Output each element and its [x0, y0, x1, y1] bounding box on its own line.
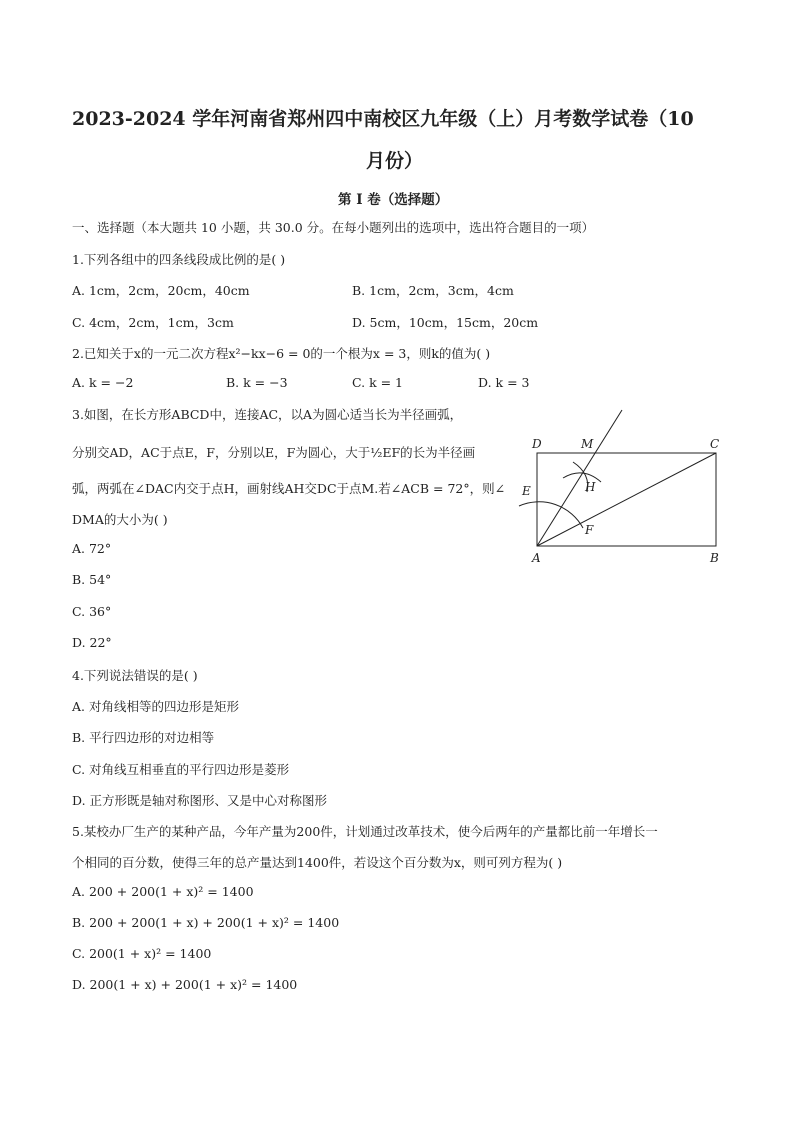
rectangle-construction-figure — [505, 400, 740, 575]
label-d: D — [532, 437, 542, 451]
question-1-option-c[interactable]: C. 4cm，2cm，1cm，3cm — [72, 315, 234, 330]
question-1-option-b[interactable]: B. 1cm，2cm，3cm，4cm — [352, 283, 514, 298]
question-4-option-d[interactable]: D. 正方形既是轴对称图形、又是中心对称图形 — [72, 793, 328, 808]
part-title: 第 I 卷（选择题） — [338, 192, 449, 208]
page-title-line2: 月份） — [366, 150, 424, 172]
question-3-stem-line2: 分别交AD，AC于点E，F，分别以E，F为圆心，大于½EF的长为半径画 — [72, 445, 476, 460]
question-3-stem-line4: DMA的大小为( ) — [72, 512, 168, 527]
question-4-option-b[interactable]: B. 平行四边形的对边相等 — [72, 730, 215, 745]
label-e: E — [522, 484, 531, 498]
question-3-option-a[interactable]: A. 72° — [72, 541, 112, 556]
section-heading: 一、选择题（本大题共 10 小题，共 30.0 分。在每小题列出的选项中，选出符合题目的一项） — [72, 220, 595, 235]
question-5-option-a[interactable]: A. 200 + 200(1 + x)² = 1400 — [72, 884, 254, 899]
page-title-line1: 2023-2024 学年河南省郑州四中南校区九年级（上）月考数学试卷（10 — [72, 108, 694, 130]
question-4-stem: 4.下列说法错误的是( ) — [72, 668, 198, 683]
question-2-option-a[interactable]: A. k = −2 — [72, 375, 134, 390]
question-5-stem-line1: 5.某校办厂生产的某种产品，今年产量为200件，计划通过改革技术，使今后两年的产量都比前一年增长一 — [72, 824, 658, 839]
diagonal-ac — [537, 453, 716, 546]
question-5-option-d[interactable]: D. 200(1 + x) + 200(1 + x)² = 1400 — [72, 977, 298, 992]
question-1-option-d[interactable]: D. 5cm，10cm，15cm，20cm — [352, 315, 539, 330]
label-f: F — [585, 523, 594, 537]
question-2-option-d[interactable]: D. k = 3 — [478, 375, 530, 390]
label-h: H — [585, 480, 596, 494]
label-c: C — [710, 437, 720, 451]
ray-ah — [537, 410, 622, 546]
label-a: A — [532, 551, 541, 565]
question-1-option-a[interactable]: A. 1cm，2cm，20cm，40cm — [72, 283, 250, 298]
question-2-option-b[interactable]: B. k = −3 — [226, 375, 288, 390]
question-3-option-c[interactable]: C. 36° — [72, 604, 112, 619]
question-3-stem-line1: 3.如图，在长方形ABCD中，连接AC，以A为圆心适当长为半径画弧， — [72, 407, 463, 422]
question-4-option-c[interactable]: C. 对角线互相垂直的平行四边形是菱形 — [72, 762, 290, 777]
question-3-option-b[interactable]: B. 54° — [72, 572, 112, 587]
question-5-option-c[interactable]: C. 200(1 + x)² = 1400 — [72, 946, 212, 961]
question-4-option-a[interactable]: A. 对角线相等的四边形是矩形 — [72, 699, 239, 714]
question-3-stem-line3: 弧，两弧在∠DAC内交于点H，画射线AH交DC于点M.若∠ACB = 72°，则∠ — [72, 481, 506, 496]
question-2-stem: 2.已知关于x的一元二次方程x²−kx−6 = 0的一个根为x = 3，则k的值为( ) — [72, 346, 491, 361]
label-b: B — [710, 551, 719, 565]
question-5-stem-line2: 个相同的百分数，使得三年的总产量达到1400件，若设这个百分数为x，则可列方程为( ) — [72, 855, 563, 870]
question-5-option-b[interactable]: B. 200 + 200(1 + x) + 200(1 + x)² = 1400 — [72, 915, 340, 930]
question-3-option-d[interactable]: D. 22° — [72, 635, 112, 650]
question-1-stem: 1.下列各组中的四条线段成比例的是( ) — [72, 252, 286, 267]
label-m: M — [581, 437, 594, 451]
question-2-option-c[interactable]: C. k = 1 — [352, 375, 404, 390]
